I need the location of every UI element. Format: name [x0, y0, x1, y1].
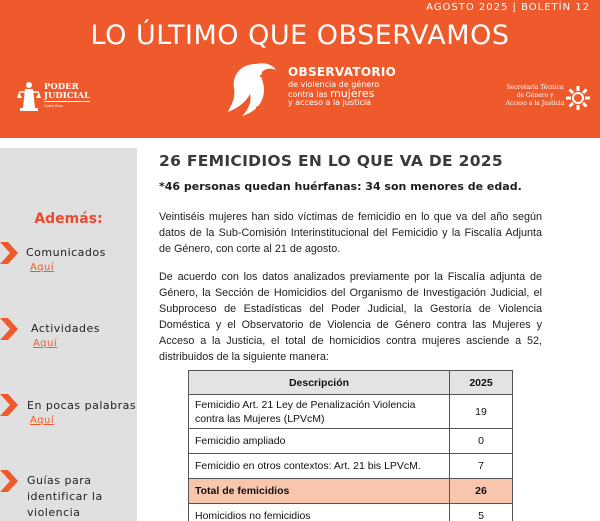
table-row — [189, 395, 513, 429]
sidebar-heading: Además: — [34, 211, 103, 227]
justice-figure-icon — [16, 80, 42, 112]
table-cell: 0 — [450, 429, 513, 454]
en-pocas-palabras-link[interactable]: Aquí — [30, 415, 55, 426]
table-cell: Femicidio en otros contextos: Art. 21 bis LPVcM. — [189, 454, 450, 479]
table-total-row — [189, 479, 513, 504]
sidebar-item-en-pocas-palabras — [0, 394, 137, 430]
issue-label: AGOSTO 2025 | BOLETÍN 12 — [426, 2, 590, 13]
article-subhead: *46 personas quedan huérfanas: 34 son menores de edad. — [159, 180, 522, 193]
table-row — [189, 454, 513, 479]
sidebar-item-label: Comunicados — [26, 246, 106, 259]
table-cell: Femicidio Art. 21 Ley de Penalización Violencia contra las Mujeres (LPVcM) — [189, 395, 450, 429]
table-cell: 7 — [450, 454, 513, 479]
newsletter-header — [0, 0, 600, 138]
table-cell: 26 — [450, 479, 513, 504]
femicide-table — [188, 370, 513, 521]
sidebar-item-actividades — [0, 318, 137, 354]
sun-wheel-icon — [566, 86, 590, 110]
table-cell: Total de femicidios — [189, 479, 450, 504]
chevron-right-icon — [0, 318, 22, 340]
chevron-right-icon — [0, 394, 22, 416]
observatorio-logo: OBSERVATORIO de violencia de género contra las mujeres y acceso a la justicia — [226, 62, 386, 118]
sidebar-item-label: Guías para identificar la violencia — [27, 474, 103, 519]
chevron-right-icon — [0, 470, 22, 492]
column-header: Descripción — [189, 371, 450, 395]
article-paragraph: Veintiséis mujeres han sido víctimas de femicidio en lo que va del año según datos de la Sub-Comisión Interinstitucional del Femicidio y la Fiscalía Adjunta de Género, con corte al 21 de agosto. — [159, 211, 542, 255]
article-headline: 26 FEMICIDIOS EN LO QUE VA DE 2025 — [159, 152, 503, 170]
article-paragraph: De acuerdo con los datos analizados previamente por la Fiscalía adjunta de Género, la Sección de Homicidios del Organismo de Investigación Judicial, el Subproceso de Estadísticas del Poder Judicial, la Gestoría de Violencia Doméstica y el Observatorio de Violencia de Género contra las Mujeres y Acceso a la Justicia, el total de homicidios contra mujeres asciende a 52, distribuidos de la siguiente manera: — [159, 271, 542, 363]
woman-profile-icon — [226, 62, 284, 118]
page-title: LO ÚLTIMO QUE OBSERVAMOS — [90, 20, 510, 51]
table-row — [189, 504, 513, 521]
secretaria-tecnica-logo: Secretaría Técnica de Género y Acceso a la Justicia — [498, 84, 592, 114]
sidebar-item-guias[interactable] — [0, 470, 137, 521]
table-cell: 19 — [450, 395, 513, 429]
table-cell: Homicidios no femicidios — [189, 504, 450, 521]
table-header-row — [189, 371, 513, 395]
sidebar-item-label: En pocas palabras — [27, 399, 137, 412]
comunicados-link[interactable]: Aquí — [30, 262, 55, 273]
sidebar-item-label: Actividades — [31, 322, 101, 335]
table-row — [189, 429, 513, 454]
poder-judicial-logo: PODER JUDICIAL Costa Rica — [16, 80, 88, 114]
actividades-link[interactable]: Aquí — [33, 338, 58, 349]
table-cell: 5 — [450, 504, 513, 521]
poder-judicial-wordmark: PODER JUDICIAL — [44, 82, 91, 101]
sidebar-item-comunicados — [0, 242, 137, 278]
column-header: 2025 — [450, 371, 513, 395]
chevron-right-icon — [0, 242, 22, 264]
table-cell: Femicidio ampliado — [189, 429, 450, 454]
